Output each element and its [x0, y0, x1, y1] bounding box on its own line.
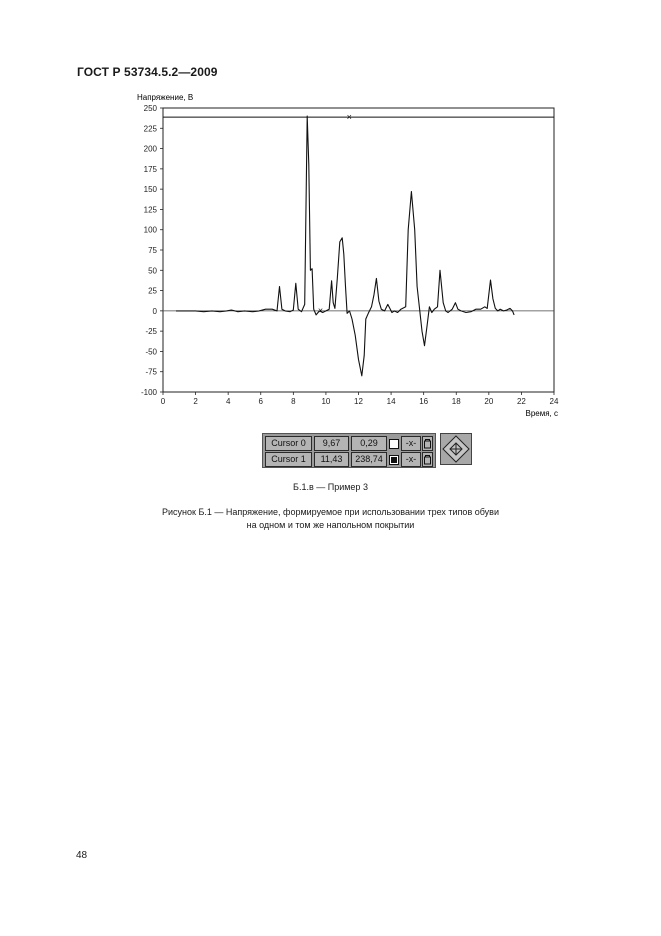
- cursor-lock-icon: [423, 437, 432, 450]
- x-tick-label: 20: [484, 397, 494, 406]
- cursor-1-color-swatch[interactable]: [389, 455, 399, 465]
- x-tick-label: 6: [258, 397, 263, 406]
- y-tick-label: 100: [143, 225, 157, 235]
- x-tick-label: 4: [225, 397, 231, 406]
- cursor-marker: ×: [346, 112, 352, 123]
- document-standard-title: ГОСТ Р 53734.5.2—2009: [77, 65, 218, 79]
- y-tick-label: 125: [143, 205, 157, 215]
- cursor-0-lock-button[interactable]: [422, 436, 433, 451]
- cursor-move-button[interactable]: [440, 433, 472, 465]
- x-tick-label: 14: [386, 397, 396, 406]
- x-tick-label: 22: [516, 397, 526, 406]
- x-tick-label: 10: [321, 397, 331, 406]
- y-tick-label: 0: [152, 306, 157, 316]
- x-tick-label: 8: [291, 397, 296, 406]
- cursor-0-y-value: 0,29: [351, 436, 387, 451]
- cursor-0-x-value: 9,67: [314, 436, 349, 451]
- figure-subcaption: Б.1.в — Пример 3: [293, 482, 368, 492]
- y-tick-label: 150: [143, 185, 157, 195]
- y-tick-label: 200: [143, 144, 157, 154]
- x-tick-label: 18: [451, 397, 461, 406]
- plot-frame: [163, 108, 554, 392]
- y-tick-label: 25: [148, 286, 157, 296]
- y-tick-label: 50: [148, 266, 157, 276]
- x-tick-label: 24: [549, 397, 559, 406]
- y-tick-label: 250: [143, 104, 157, 113]
- cursor-1-name[interactable]: Cursor 1: [265, 452, 312, 467]
- voltage-chart: [0, 0, 661, 430]
- cursor-marker: ×: [317, 305, 324, 316]
- cursor-panel: [262, 433, 436, 468]
- y-tick-label: 175: [143, 164, 157, 174]
- series-line-voltage: [176, 116, 514, 376]
- y-tick-label: -25: [145, 327, 157, 337]
- cursor-0-name[interactable]: Cursor 0: [265, 436, 312, 451]
- cursor-lock-icon: [423, 453, 432, 466]
- cursor-1-lock-button[interactable]: [422, 452, 433, 467]
- y-tick-label: 75: [148, 246, 157, 255]
- y-tick-label: -75: [145, 367, 157, 377]
- figure-caption: [0, 506, 661, 532]
- cursor-move-icon: [441, 434, 471, 464]
- x-tick-label: 16: [419, 397, 429, 406]
- figure-caption-line-2: на одном и том же напольном покрытии: [246, 520, 415, 530]
- y-axis-label: Напряжение, В: [137, 93, 194, 102]
- y-tick-label: -50: [145, 347, 157, 357]
- cursor-0-style-button[interactable]: -x-: [401, 436, 421, 451]
- cursor-1-x-value: 11,43: [314, 452, 349, 467]
- x-tick-label: 12: [354, 397, 363, 406]
- x-axis-label: Время, с: [525, 409, 558, 418]
- cursor-1-y-value: 238,74: [351, 452, 387, 467]
- x-tick-label: 0: [160, 397, 166, 406]
- y-tick-label: 225: [143, 124, 157, 134]
- page-number: 48: [76, 850, 88, 861]
- figure-caption-line-1: Рисунок Б.1 — Напряжение, формируемое при использовании трех типов обуви: [162, 507, 499, 517]
- y-tick-label: -100: [140, 388, 157, 397]
- x-tick-label: 2: [193, 397, 198, 406]
- cursor-0-color-swatch[interactable]: [389, 439, 399, 449]
- cursor-1-style-button[interactable]: -x-: [401, 452, 421, 467]
